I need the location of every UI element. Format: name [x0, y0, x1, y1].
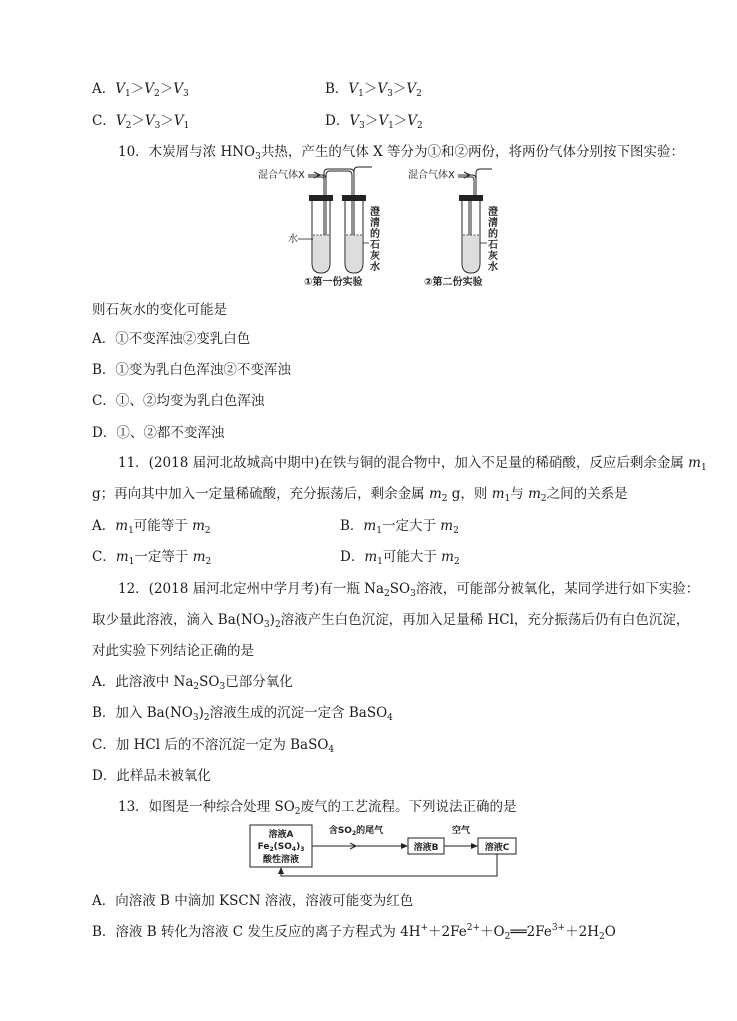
q10-question: 则石灰水的变化可能是 [92, 302, 227, 318]
flow-arrow-1-head [401, 843, 408, 849]
q10-stem: 10．木炭屑与浓 $HNO_3$共热，产生的气体 X 等分为①和②两份，将两份气体分别按下图实验： [118, 144, 685, 162]
q11-option-b: B．$m_1$一定大于 $m_2$ [340, 518, 459, 536]
q9-option-a: A．$V_1>V_2>V_3$ [92, 81, 189, 99]
fig-limewater-label-1 [370, 205, 380, 273]
q12-stem-line-1: 12．(2018 届河北定州中学月考)有一瓶 $Na_2SO_3$溶液，可能部分被氧化，某同学进行如下实验： [118, 581, 700, 599]
q11-option-d: D．$m_1$可能大于 $m_2$ [340, 549, 460, 567]
svg-text:清: 清 [488, 218, 498, 229]
fig-limewater-label-2 [488, 205, 498, 273]
fig-tube-3 [459, 195, 483, 273]
q13-option-a: A．向溶液 B 中滴加 KSCN 溶液，溶液可能变为红色 [92, 893, 414, 909]
fig-tube-2 [342, 195, 366, 273]
flow-return-head [278, 867, 284, 874]
q13-option-b: B．溶液 B 转化为溶液 C 发生反应的离子方程式为 $4H^++2Fe^{2+}+O_2══2Fe^{3+}+2H_2O$ [92, 923, 616, 942]
q12-option-a: A．此溶液中 $Na_2SO_3$已部分氧化 [92, 674, 293, 692]
q10-option-a: A．①不变浑浊②变乳白色 [92, 331, 251, 347]
svg-text:灰: 灰 [488, 251, 498, 262]
svg-text:的: 的 [488, 229, 498, 240]
q10-option-d: D．①、②都不变浑浊 [92, 425, 225, 441]
q11-stem-line-1: 11．(2018 届河北故城高中期中)在铁与铜的混合物中，加入不足量的稀硝酸，反应后剩余金属 $m_1$ [118, 455, 707, 473]
q10-option-c: C．①、②均变为乳白色浑浊 [92, 393, 265, 409]
q11-option-c: C．$m_1$一定等于 $m_2$ [92, 549, 212, 567]
q13-stem: 13．如图是一种综合处理 $SO_2$废气的工艺流程。下列说法正确的是 [118, 799, 517, 817]
svg-text:灰: 灰 [370, 251, 380, 262]
q12-stem-line-3: 对此实验下列结论正确的是 [92, 643, 254, 659]
fig-gas-label-1: 混合气体X [258, 170, 305, 181]
q11-option-a: A．$m_1$可能等于 $m_2$ [92, 518, 211, 536]
q11-stem-line-2: g；再向其中加入一定量稀硫酸，充分振荡后，剩余金属 $m_2$ g，则 $m_1$与 $m_2$之间的关系是 [92, 486, 628, 504]
flow-box-a-line-1: 溶液A [268, 830, 294, 840]
flow-box-c-label: 溶液C [484, 843, 510, 853]
svg-text:水: 水 [370, 262, 380, 273]
flow-arrow-2-label: 空气 [451, 826, 471, 836]
q9-option-c: C．$V_2>V_3>V_1$ [92, 113, 190, 131]
svg-text:澄: 澄 [488, 207, 498, 218]
q12-option-b: B．加入 $Ba(NO_3)_2$溶液生成的沉淀一定含 BaSO$_4$ [92, 705, 393, 723]
flow-arrow-2-head [471, 843, 478, 849]
q10-option-b: B．①变为乳白色浑浊②不变浑浊 [92, 362, 291, 378]
q9-option-d: D．$V_3>V_1>V_2$ [325, 113, 423, 131]
flow-arrow-1-label: 含$SO_2$的尾气 [328, 826, 384, 837]
fig-water-label: 水 [288, 234, 298, 245]
fig-caption-1: ①第一份实验 [304, 277, 363, 288]
fig-tube-1 [309, 195, 333, 273]
q12-option-c: C．加 HCl 后的不溶沉淀一定为 BaSO$_4$ [92, 737, 335, 755]
svg-text:清: 清 [370, 218, 380, 229]
q9-option-b: B．$V_1>V_3>V_2$ [325, 81, 422, 99]
svg-text:的: 的 [370, 229, 380, 240]
flow-return-line [281, 854, 497, 876]
q10-apparatus-figure [256, 163, 506, 289]
svg-text:石: 石 [370, 240, 380, 251]
flow-box-b-label: 溶液B [413, 843, 439, 853]
flow-box-a-line-3: 酸性溶液 [262, 855, 300, 865]
svg-text:澄: 澄 [370, 207, 380, 218]
q13-flow-diagram [248, 822, 520, 882]
flow-box-a-line-2: $Fe_2(SO_4)_3$ [257, 842, 305, 853]
q12-option-d: D．此样品未被氧化 [92, 768, 211, 784]
svg-text:石: 石 [488, 240, 498, 251]
svg-text:水: 水 [488, 262, 498, 273]
fig-caption-2: ②第二份实验 [424, 277, 483, 288]
fig-gas-label-2: 混合气体X [408, 170, 455, 181]
q12-stem-line-2: 取少量此溶液，滴入 $Ba(NO_3)_2$溶液产生白色沉淀，再加入足量稀 HCl，充分振荡后仍有白色沉淀， [92, 612, 690, 630]
